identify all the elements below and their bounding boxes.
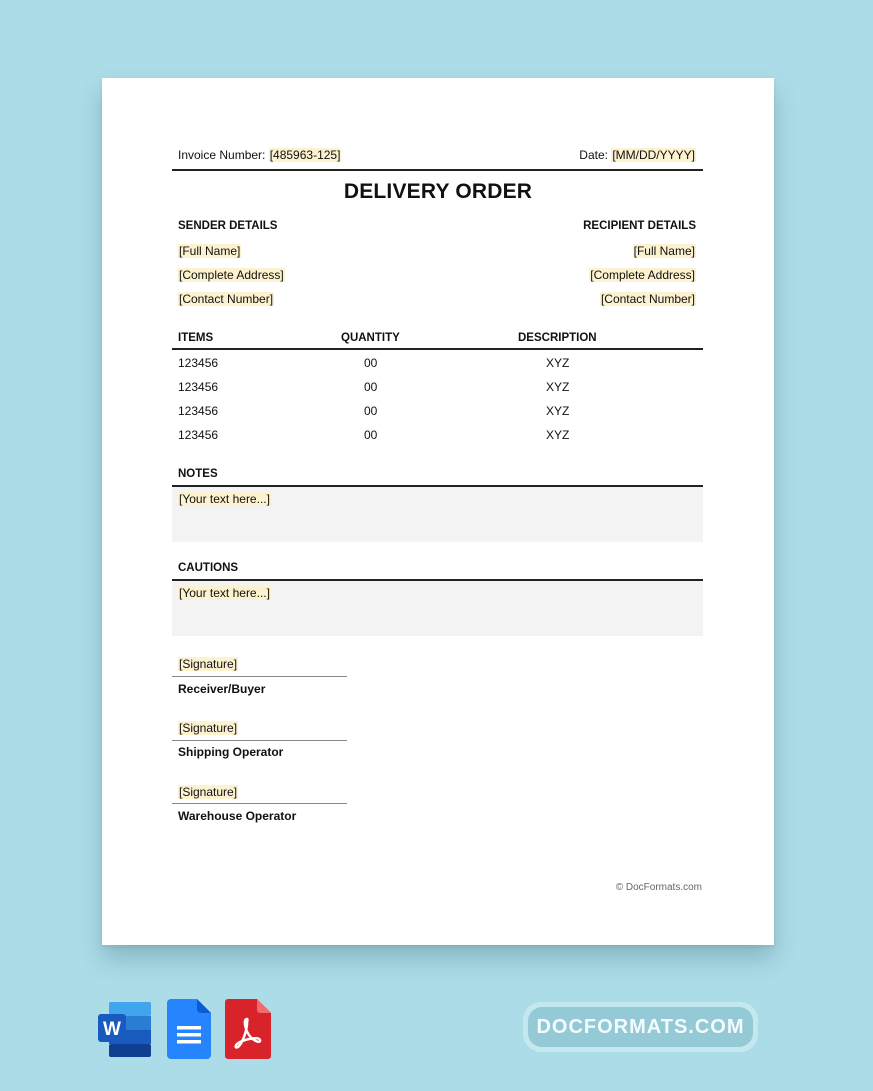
description-cell[interactable]: XYZ (546, 380, 570, 394)
signature-role: Receiver/Buyer (178, 682, 266, 696)
notes-placeholder: [Your text here...] (179, 492, 270, 506)
brand-label: DOCFORMATS.COM (528, 1007, 753, 1047)
recipient-address[interactable]: [Complete Address] (590, 268, 695, 282)
column-header-items: ITEMS (178, 332, 214, 344)
sender-full-name[interactable]: [Full Name] (179, 244, 241, 258)
signature-line (172, 740, 347, 741)
table-header-divider (172, 348, 703, 350)
quantity-cell[interactable]: 00 (364, 380, 378, 394)
item-cell[interactable]: 123456 (178, 380, 219, 394)
item-cell[interactable]: 123456 (178, 404, 219, 418)
word-icon[interactable] (97, 1000, 153, 1058)
recipient-heading: RECIPIENT DETAILS (583, 220, 696, 232)
signature-role: Shipping Operator (178, 745, 284, 759)
date (579, 148, 696, 162)
invoice-label: Invoice Number: (178, 148, 269, 162)
document-page (102, 78, 774, 945)
quantity-cell[interactable]: 00 (364, 356, 378, 370)
cautions-heading: CAUTIONS (178, 562, 239, 574)
quantity-cell[interactable]: 00 (364, 404, 378, 418)
cautions-field[interactable] (172, 581, 703, 636)
signature-field[interactable]: [Signature] (179, 785, 238, 799)
column-header-description: DESCRIPTION (518, 332, 597, 344)
sender-address[interactable]: [Complete Address] (179, 268, 284, 282)
recipient-contact[interactable]: [Contact Number] (600, 292, 695, 306)
signature-field[interactable]: [Signature] (179, 657, 238, 671)
signature-line (172, 676, 347, 677)
quantity-cell[interactable]: 00 (364, 428, 378, 442)
header-divider (172, 169, 703, 171)
invoice-number (178, 148, 341, 162)
brand-badge[interactable] (523, 1002, 758, 1052)
description-cell[interactable]: XYZ (546, 428, 570, 442)
date-value[interactable]: [MM/DD/YYYY] (612, 148, 695, 162)
date-label: Date: (579, 148, 612, 162)
signature-line (172, 803, 347, 804)
signature-field[interactable]: [Signature] (179, 721, 238, 735)
sender-contact[interactable]: [Contact Number] (179, 292, 274, 306)
signature-role: Warehouse Operator (178, 809, 297, 823)
notes-field[interactable] (172, 487, 703, 542)
description-cell[interactable]: XYZ (546, 356, 570, 370)
pdf-icon[interactable] (225, 999, 271, 1059)
description-cell[interactable]: XYZ (546, 404, 570, 418)
copyright-footer: © DocFormats.com (615, 882, 702, 893)
invoice-value[interactable]: [485963-125] (269, 148, 341, 162)
item-cell[interactable]: 123456 (178, 428, 219, 442)
recipient-full-name[interactable]: [Full Name] (633, 244, 695, 258)
notes-heading: NOTES (178, 468, 218, 480)
google-docs-icon[interactable] (167, 999, 211, 1059)
svg-text:W: W (103, 1019, 121, 1040)
column-header-quantity: QUANTITY (341, 332, 400, 344)
sender-heading: SENDER DETAILS (178, 220, 278, 232)
cautions-placeholder: [Your text here...] (179, 586, 270, 600)
item-cell[interactable]: 123456 (178, 356, 219, 370)
document-title: DELIVERY ORDER (343, 180, 533, 203)
